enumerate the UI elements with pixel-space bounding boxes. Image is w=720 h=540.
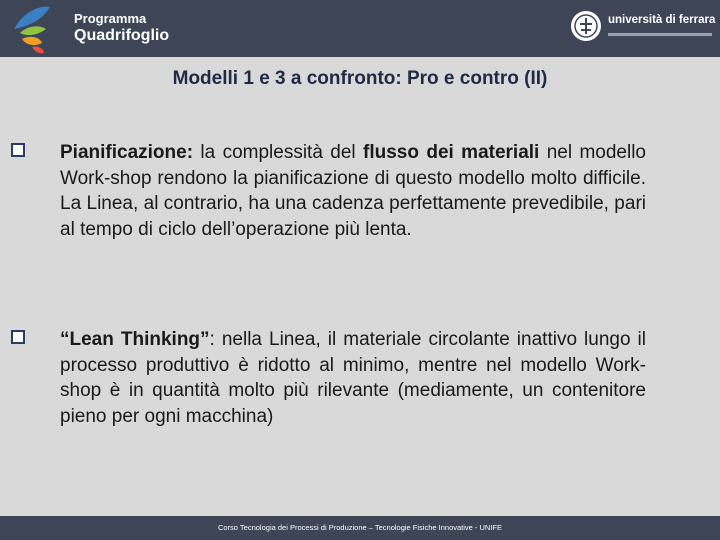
university-name: università di ferrara <box>608 14 716 26</box>
header-bar <box>0 0 720 57</box>
bullet-keyword: flusso dei materiali <box>363 142 540 163</box>
quadrifoglio-leaf-icon <box>6 3 68 55</box>
logo-line1: Programma <box>74 11 147 26</box>
checkbox-bullet-icon <box>11 330 25 344</box>
logo-text <box>74 11 169 45</box>
checkbox-bullet-icon <box>11 143 25 157</box>
bullet-text: la complessità del <box>193 142 364 163</box>
bullet-lead: “Lean Thinking” <box>60 329 210 350</box>
bullet-text: : nella Linea, il materiale circolante inattivo lungo il processo produttivo è ridotto al minimo, mentre nel modello Work-shop è in quantità molto più rilevante (mediamente, un contenitore pieno per ogni macchina) <box>60 329 646 427</box>
footer-bar <box>0 516 720 540</box>
university-tagline-strip <box>608 33 712 36</box>
university-logo <box>570 8 715 48</box>
programma-quadrifoglio-logo <box>6 3 186 55</box>
bullet-text: nel modello Work-shop rendono la pianificazione di questo modello molto difficile. La Linea, al contrario, ha una cadenza perfettamente prevedibile, pari al tempo di ciclo dell’operazione più lenta. <box>60 142 646 240</box>
footer-text: Corso Tecnologia dei Processi di Produzione – Tecnologie Fisiche Innovative - UNIFE <box>217 523 503 532</box>
bullet-pianificazione <box>60 140 646 242</box>
university-seal-icon <box>570 10 602 42</box>
slide-title: Modelli 1 e 3 a confronto: Pro e contro (II) <box>172 68 548 89</box>
logo-line2: Quadrifoglio <box>74 27 170 44</box>
bullet-lead: Pianificazione: <box>60 142 194 163</box>
bullet-lean-thinking <box>60 327 646 429</box>
